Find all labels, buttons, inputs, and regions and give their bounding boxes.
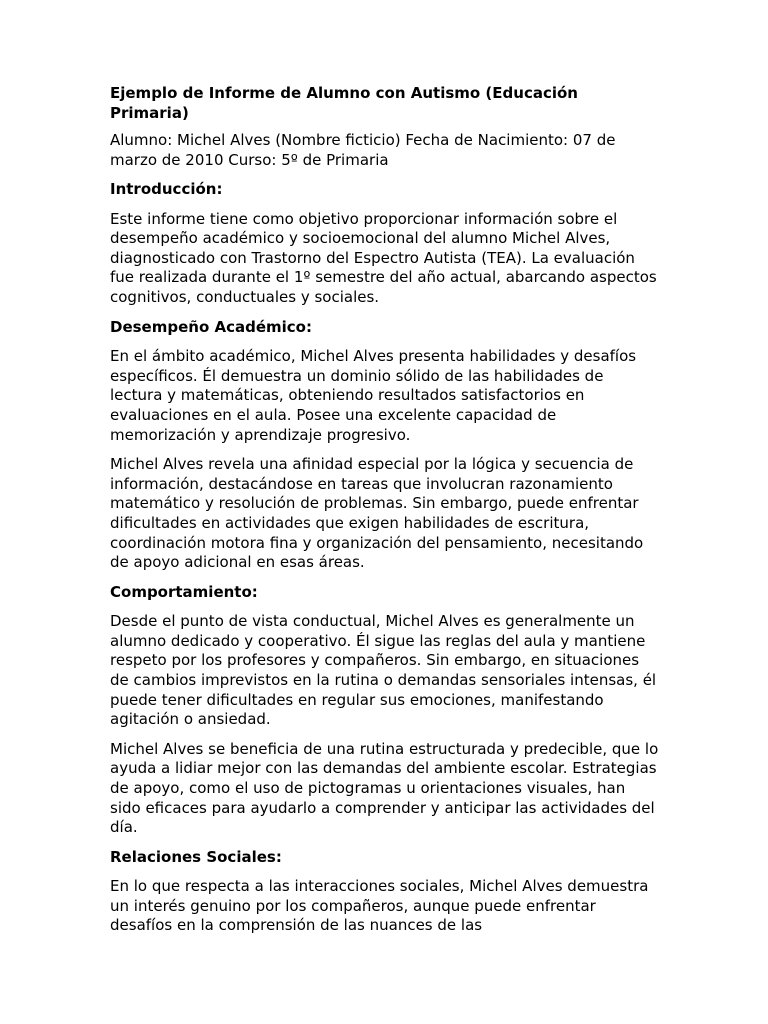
relaciones-paragraph-1: En lo que respecta a las interacciones sociales, Michel Alves demuestra un interés genuino por los compañeros, aunque puede enfrentar desafíos en la comprensión de las nuances de las: [110, 877, 649, 935]
desempeno-paragraph-1: En el ámbito académico, Michel Alves presenta habilidades y desafíos específicos. Él demuestra un dominio sólido de las habilidades de lectura y matemáticas, obteniendo resultados satisfactorios en evaluaciones en el aula. Posee una excelente capacidad de memorización y aprendizaje progresivo.: [110, 347, 637, 444]
comportamiento-paragraph-2: Michel Alves se beneficia de una rutina estructurada y predecible, que lo ayuda a lidiar mejor con las demandas del ambiente escolar. Estrategias de apoyo, como el uso de pictogramas u orientaciones visuales, han sido eficaces para ayudarlo a comprender y anticipar las actividades del día.: [110, 739, 659, 837]
section-heading-relaciones-sociales: Relaciones Sociales:: [110, 847, 282, 866]
section-heading-introduccion: Introducción:: [110, 180, 223, 199]
desempeno-paragraph-2: Michel Alves revela una afinidad especial por la lógica y secuencia de información, destacándose en tareas que involucran razonamiento matemático y resolución de problemas. Sin embargo, puede enfrentar dificultades en actividades que exigen habilidades de escritura, coordinación motora fina y organización del pensamiento, necesitando de apoyo adicional en esas áreas.: [110, 455, 644, 572]
comportamiento-paragraph-1: Desde el punto de vista conductual, Michel Alves es generalmente un alumno dedicado y cooperativo. Él sigue las reglas del aula y mantiene respeto por los profesores y compañeros. Sin embargo, en situaciones de cambios imprevistos en la rutina o demandas sensoriales intensas, él puede tener dificultades en regular sus emociones, manifestando agitación o ansiedad.: [110, 612, 657, 729]
introduccion-paragraph: Este informe tiene como objetivo proporcionar información sobre el desempeño académico y socioemocional del alumno Michel Alves, diagnosticado con Trastorno del Espectro Autista (TEA). La evaluación fue realizada durante el 1º semestre del año actual, abarcando aspectos cognitivos, conductuales y sociales.: [110, 209, 657, 307]
student-info: Alumno: Michel Alves (Nombre ficticio) Fecha de Nacimiento: 07 de marzo de 2010 Curso: 5º de Primaria: [110, 131, 616, 169]
section-heading-comportamiento: Comportamiento:: [110, 582, 258, 601]
section-heading-desempeno-academico: Desempeño Académico:: [110, 317, 312, 336]
document-page: [110, 84, 660, 946]
document-title: Ejemplo de Informe de Alumno con Autismo (Educación Primaria): [110, 84, 578, 122]
